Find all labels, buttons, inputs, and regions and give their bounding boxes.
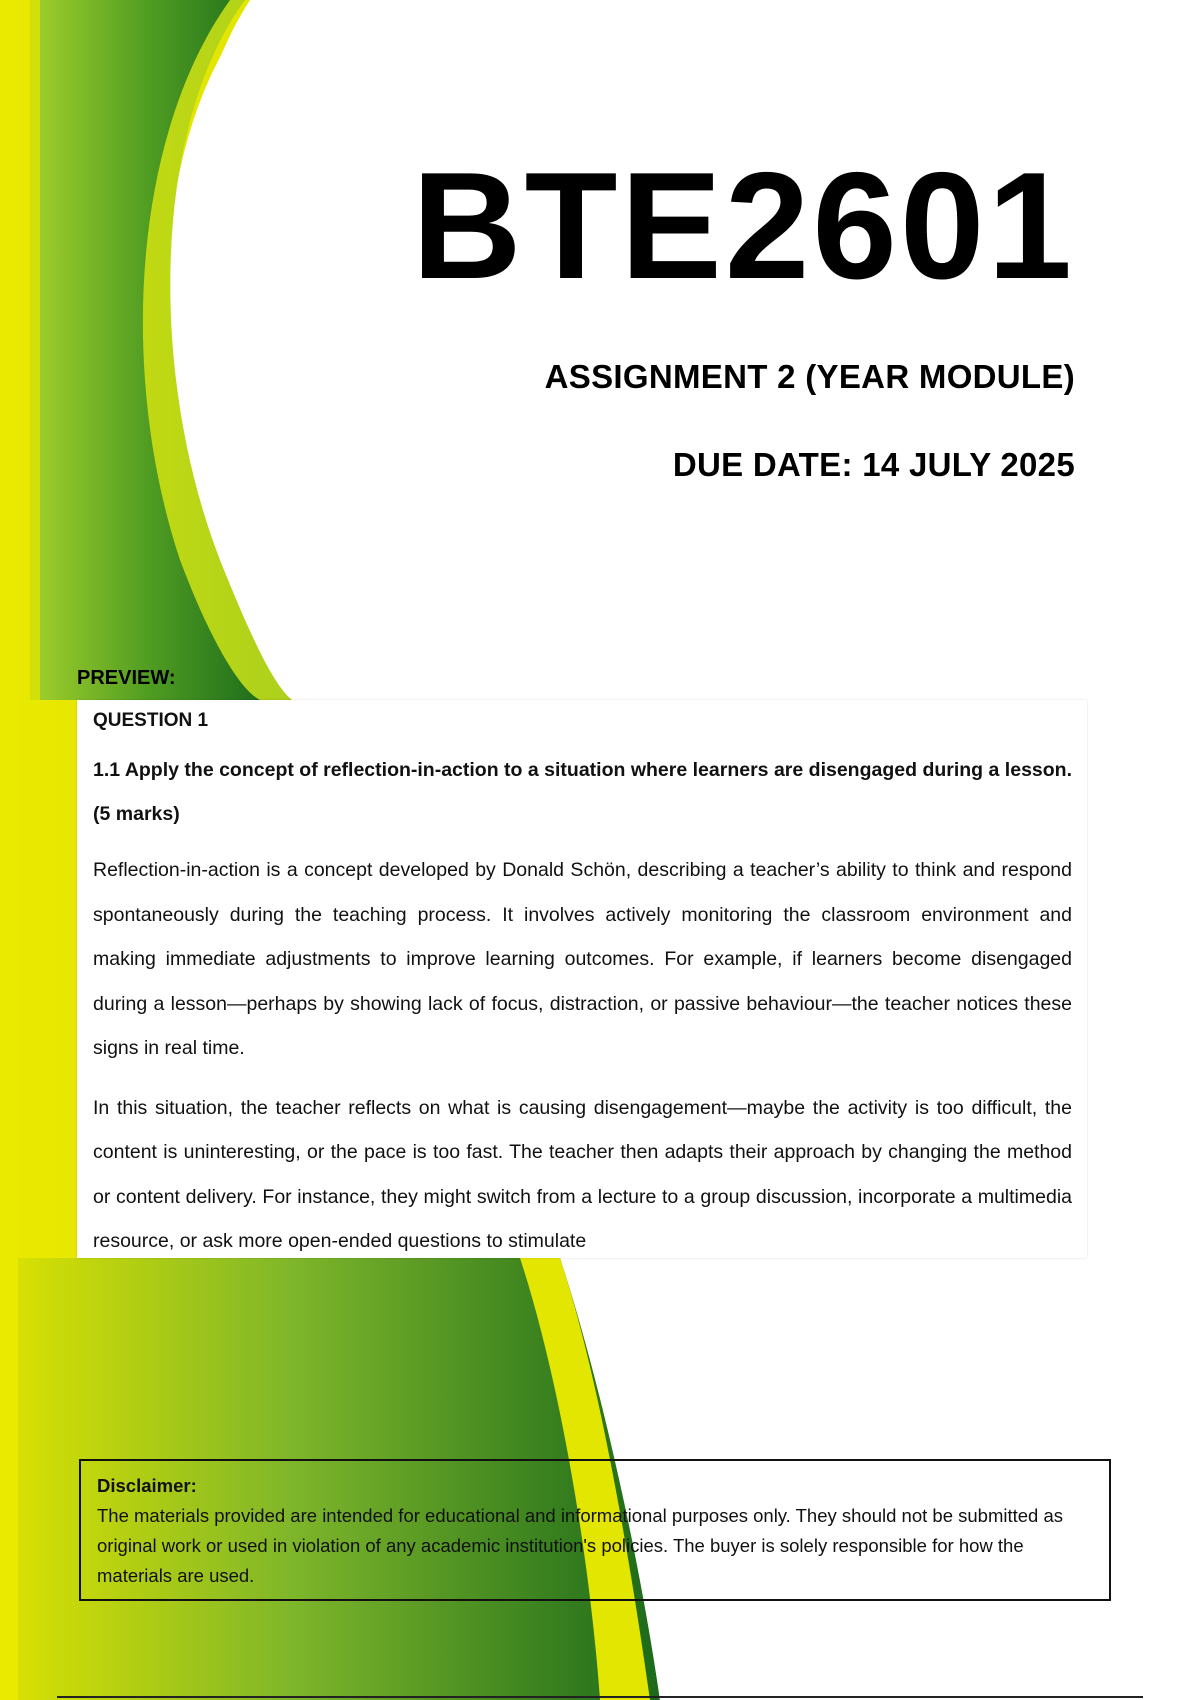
preview-box — [77, 700, 1087, 1258]
module-code: BTE2601 — [411, 141, 1075, 311]
sub-question: 1.1 Apply the concept of reflection-in-action to a situation where learners are disengaged during a lesson. (5 marks) — [93, 759, 1072, 825]
disclaimer-title: Disclaimer: — [97, 1475, 197, 1496]
answer-paragraph: In this situation, the teacher reflects on what is causing disengagement—maybe the activity is too difficult, the content is uninteresting, or the pace is too fast. The teacher then adapts their approach by changing the method or content delivery. For instance, they might switch from a lecture to a group discussion, incorporate a multimedia resource, or ask more open-ended questions to stimulate — [93, 1096, 1072, 1252]
preview-label: PREVIEW: — [77, 667, 176, 689]
disclaimer-box — [79, 1459, 1111, 1601]
question-title: QUESTION 1 — [93, 710, 209, 731]
due-date: DUE DATE: 14 JULY 2025 — [672, 446, 1075, 483]
disclaimer-text: The materials provided are intended for educational and informational purposes only. They should not be submitted as original work or used in violation of any academic institution's policies. The buyer is solely responsible for how the materials are used. — [97, 1505, 1064, 1586]
answer-paragraph: Reflection-in-action is a concept developed by Donald Schön, describing a teacher’s ability to think and respond spontaneously during the teaching process. It involves actively monitoring the classroom environment and making immediate adjustments to improve learning outcomes. For example, if learners become disengaged during a lesson—perhaps by showing lack of focus, distraction, or passive behaviour—the teacher notices these signs in real time. — [93, 859, 1072, 1059]
footer-divider — [57, 1696, 1143, 1698]
assignment-title: ASSIGNMENT 2 (YEAR MODULE) — [544, 358, 1075, 395]
